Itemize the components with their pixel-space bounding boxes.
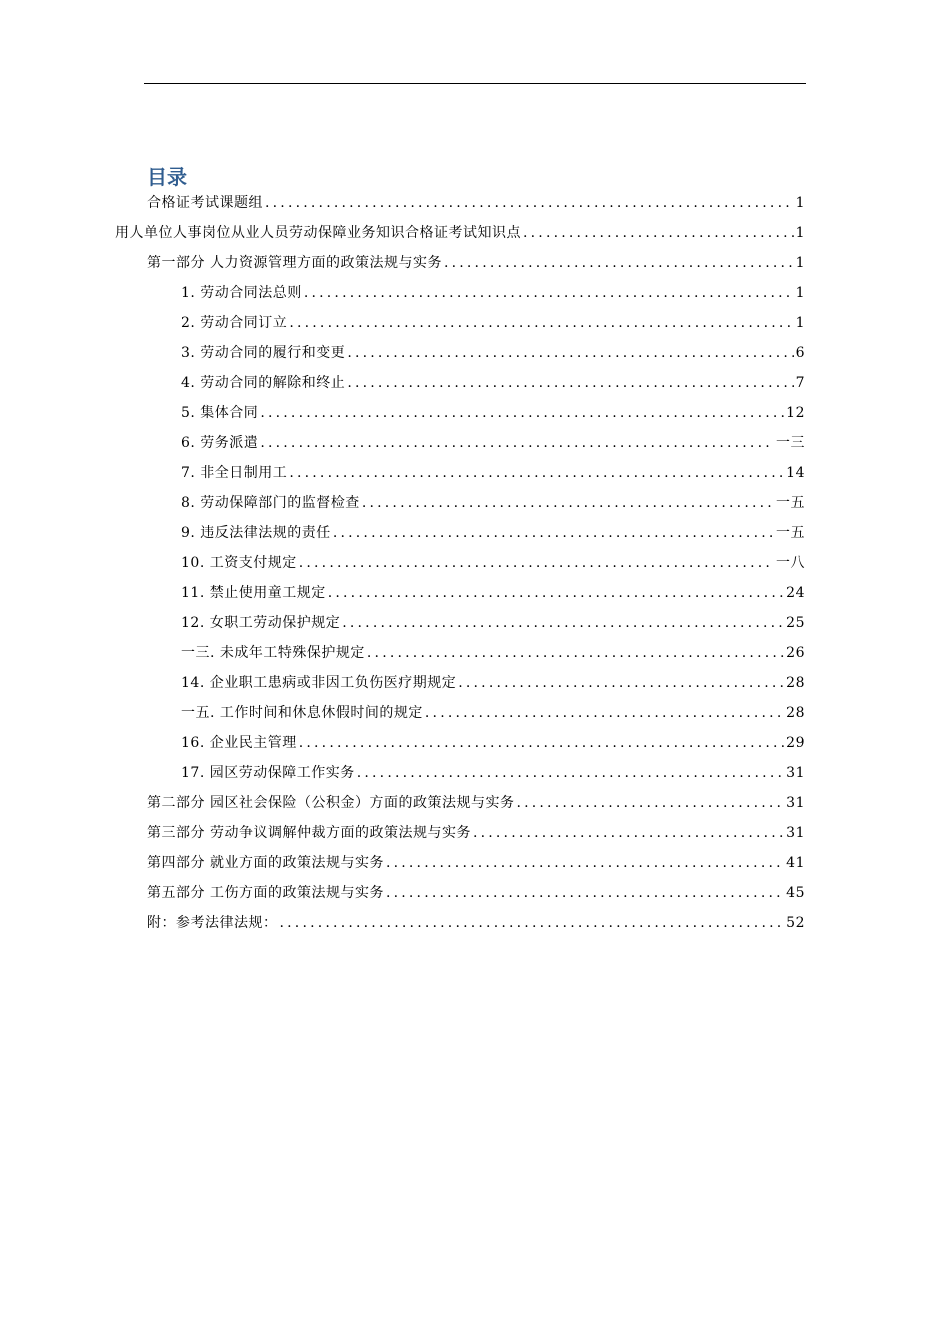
toc-entry-page-number: 31 [786, 795, 805, 811]
toc-entry[interactable] [181, 398, 805, 428]
toc-entry-page-number: 1 [795, 225, 805, 241]
toc-entry[interactable] [147, 788, 805, 818]
toc-entry-label: 一五. 工作时间和休息休假时间的规定 [181, 705, 423, 721]
toc-entry-label: 合格证考试课题组 [147, 195, 263, 211]
toc-entry-label: 附：参考法律法规： [147, 915, 278, 931]
toc-entry-page-number: 1 [795, 255, 805, 271]
toc-entry[interactable] [181, 668, 805, 698]
toc-entry[interactable] [181, 278, 805, 308]
toc-dot-leader [289, 458, 784, 488]
toc-entry-label: 第五部分 工伤方面的政策法规与实务 [147, 885, 384, 901]
toc-entry-page-number: 一五 [776, 495, 805, 511]
toc-entry-page-number: 1 [795, 285, 805, 301]
toc-entry-page-number: 1 [795, 315, 805, 331]
toc-dot-leader [260, 428, 774, 458]
toc-entry-label: 7. 非全日制用工 [181, 465, 288, 481]
toc-entry-page-number: 24 [786, 585, 805, 601]
toc-dot-leader [328, 578, 784, 608]
toc-entry-label: 16. 企业民主管理 [181, 735, 297, 751]
toc-entry-page-number: 6 [795, 345, 805, 361]
toc-entry[interactable] [147, 188, 805, 218]
toc-dot-leader [260, 398, 784, 428]
toc-entry[interactable] [181, 428, 805, 458]
toc-dot-leader [289, 308, 793, 338]
toc-entry-label: 第二部分 园区社会保险（公积金）方面的政策法规与实务 [147, 795, 515, 811]
toc-entry[interactable] [181, 308, 805, 338]
toc-entry-label: 5. 集体合同 [181, 405, 259, 421]
toc-entry-page-number: 25 [786, 615, 805, 631]
toc-entry-label: 6. 劳务派遣 [181, 435, 259, 451]
toc-dot-leader [347, 368, 793, 398]
toc-entry-page-number: 52 [786, 915, 805, 931]
toc-dot-leader [386, 848, 784, 878]
toc-dot-leader [280, 908, 785, 938]
toc-dot-leader [362, 488, 774, 518]
toc-entry-label: 4. 劳动合同的解除和终止 [181, 375, 346, 391]
toc-entry[interactable] [181, 338, 805, 368]
toc-entry-label: 第三部分 劳动争议调解仲裁方面的政策法规与实务 [147, 825, 471, 841]
toc-dot-leader [425, 698, 784, 728]
toc-entry-page-number: 29 [786, 735, 805, 751]
toc-entry[interactable] [181, 608, 805, 638]
toc-dot-leader [444, 248, 794, 278]
toc-dot-leader [347, 338, 793, 368]
toc-entry[interactable] [181, 728, 805, 758]
toc-entry-page-number: 31 [786, 765, 805, 781]
toc-dot-leader [357, 758, 784, 788]
toc-entry-page-number: 26 [786, 645, 805, 661]
toc-entry-label: 2. 劳动合同订立 [181, 315, 288, 331]
toc-entry[interactable] [147, 908, 805, 938]
toc-entry-page-number: 28 [786, 705, 805, 721]
toc-dot-leader [473, 818, 784, 848]
toc-dot-leader [333, 518, 774, 548]
toc-entry-label: 11. 禁止使用童工规定 [181, 585, 326, 601]
toc-entry[interactable] [115, 218, 805, 248]
toc-entry[interactable] [147, 248, 805, 278]
toc-entry-page-number: 41 [786, 855, 805, 871]
toc-entry-label: 8. 劳动保障部门的监督检查 [181, 495, 360, 511]
toc-entry-label: 第四部分 就业方面的政策法规与实务 [147, 855, 384, 871]
toc-title: 目录 [147, 165, 187, 189]
toc-dot-leader [299, 548, 774, 578]
toc-dot-leader [367, 638, 784, 668]
toc-entry[interactable] [147, 818, 805, 848]
toc-dot-leader [299, 728, 784, 758]
toc-entry-page-number: 7 [795, 375, 805, 391]
toc-dot-leader [342, 608, 784, 638]
toc-entry-label: 17. 园区劳动保障工作实务 [181, 765, 355, 781]
toc-entry-page-number: 14 [786, 465, 805, 481]
toc-entry[interactable] [181, 698, 805, 728]
toc-dot-leader [523, 218, 794, 248]
toc-entry[interactable] [181, 638, 805, 668]
toc-entry-page-number: 45 [786, 885, 805, 901]
toc-entry-label: 一三. 未成年工特殊保护规定 [181, 645, 365, 661]
toc-entry[interactable] [181, 518, 805, 548]
toc-dot-leader [304, 278, 794, 308]
toc-entry-label: 1. 劳动合同法总则 [181, 285, 302, 301]
toc-entry[interactable] [181, 548, 805, 578]
toc-dot-leader [265, 188, 794, 218]
header-rule [144, 83, 806, 84]
toc-entry-page-number: 1 [795, 195, 805, 211]
toc-entry-label: 用人单位人事岗位从业人员劳动保障业务知识合格证考试知识点 [115, 225, 521, 241]
toc-entry[interactable] [147, 878, 805, 908]
toc-entry[interactable] [181, 488, 805, 518]
toc-entry-label: 12. 女职工劳动保护规定 [181, 615, 341, 631]
toc-entry-label: 第一部分 人力资源管理方面的政策法规与实务 [147, 255, 442, 271]
toc-entry[interactable] [181, 758, 805, 788]
toc-dot-leader [516, 788, 784, 818]
toc-entry-label: 3. 劳动合同的履行和变更 [181, 345, 346, 361]
toc-entry-label: 9. 违反法律法规的责任 [181, 525, 331, 541]
toc-entry[interactable] [147, 848, 805, 878]
toc-dot-leader [458, 668, 784, 698]
toc-entry-label: 14. 企业职工患病或非因工负伤医疗期规定 [181, 675, 457, 691]
toc-entry[interactable] [181, 458, 805, 488]
toc-entry-page-number: 31 [786, 825, 805, 841]
toc-entry-page-number: 12 [786, 405, 805, 421]
toc-entry-page-number: 一五 [776, 525, 805, 541]
toc-entry[interactable] [181, 368, 805, 398]
toc-entry[interactable] [181, 578, 805, 608]
toc-entry-page-number: 一八 [776, 555, 805, 571]
toc-dot-leader [386, 878, 784, 908]
toc-entry-page-number: 一三 [776, 435, 805, 451]
toc-entry-label: 10. 工资支付规定 [181, 555, 297, 571]
toc-entry-page-number: 28 [786, 675, 805, 691]
